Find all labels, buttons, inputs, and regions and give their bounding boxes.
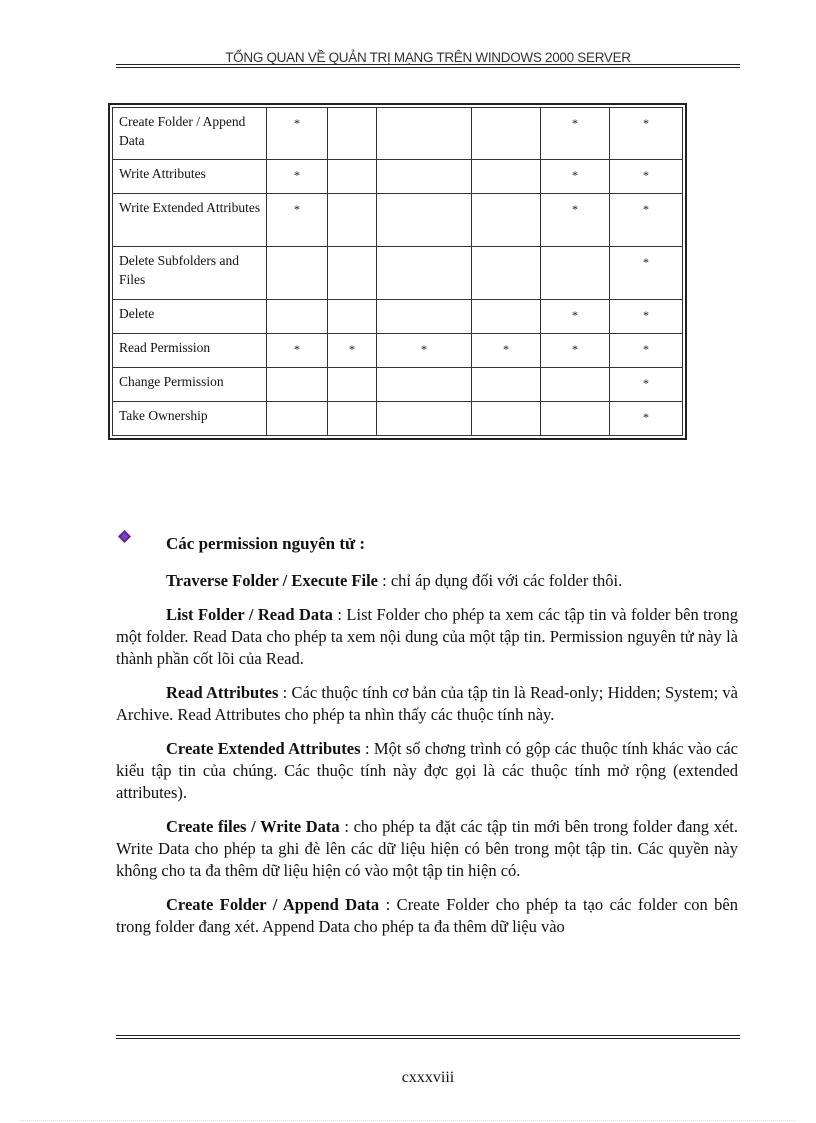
permission-mark-cell: * <box>541 334 610 368</box>
definition: : Các thuộc tính cơ bản của tập tin là Read-only; Hidden; System; và Archive. Read Attributes cho phép ta nhìn thấy các thuộc tính này. <box>116 683 738 724</box>
term: Create files / Write Data <box>166 817 340 836</box>
table-row <box>113 194 683 247</box>
permission-mark-cell <box>328 194 377 247</box>
permission-mark-cell <box>267 402 328 436</box>
permission-mark-cell: * <box>377 334 472 368</box>
permission-mark-cell <box>328 160 377 194</box>
permission-mark-cell <box>541 247 610 300</box>
permission-mark-cell <box>541 368 610 402</box>
term: Create Extended Attributes <box>166 739 361 758</box>
permission-mark-cell: * <box>267 194 328 247</box>
footer-rule <box>116 1035 740 1039</box>
permission-mark-cell <box>328 108 377 160</box>
permission-table <box>112 107 683 436</box>
row-label: Write Attributes <box>113 160 267 194</box>
permission-mark-cell <box>472 300 541 334</box>
definition-paragraph <box>116 816 738 882</box>
permission-mark-cell <box>472 160 541 194</box>
definition-paragraph <box>116 570 738 592</box>
table-row <box>113 368 683 402</box>
permission-mark-cell: * <box>610 247 683 300</box>
definition-paragraph <box>116 604 738 670</box>
page-number: cxxxviii <box>401 1069 455 1086</box>
row-label: Delete <box>113 300 267 334</box>
body-text <box>116 570 738 950</box>
permission-mark-cell <box>472 368 541 402</box>
table-row <box>113 160 683 194</box>
row-label: Write Extended Attributes <box>113 194 267 247</box>
table-row <box>113 334 683 368</box>
row-label: Create Folder / Append Data <box>113 108 267 160</box>
definition: : List Folder cho phép ta xem các tập tin và folder bên trong một folder. Read Data cho phép ta xem nội dung của một tập tin. Permission nguyên tử này là thành phần cốt lõi của Read. <box>116 605 738 668</box>
permission-mark-cell <box>377 368 472 402</box>
page-edge <box>20 1120 796 1121</box>
permission-mark-cell <box>328 300 377 334</box>
definition: : Một số chơng trình có gộp các thuộc tính khác vào các kiểu tập tin của chúng. Các thuộc tính này đợc gọi là các thuộc tính mở rộng (extended attributes). <box>116 739 738 802</box>
permission-table-frame <box>108 103 687 440</box>
definition-paragraph <box>116 682 738 726</box>
row-label: Change Permission <box>113 368 267 402</box>
term: Read Attributes <box>166 683 279 702</box>
permission-mark-cell: * <box>610 108 683 160</box>
definition: : chỉ áp dụng đối với các folder thôi. <box>378 571 623 590</box>
permission-mark-cell: * <box>472 334 541 368</box>
permission-mark-cell: * <box>541 108 610 160</box>
permission-mark-cell <box>541 402 610 436</box>
permission-mark-cell: * <box>610 368 683 402</box>
term: Create Folder / Append Data <box>166 895 380 914</box>
definition: : Create Folder cho phép ta tạo các folder con bên trong folder đang xét. Append Data cho phép ta đa thêm dữ liệu vào <box>116 895 738 936</box>
permission-mark-cell: * <box>610 334 683 368</box>
definition: : cho phép ta đặt các tập tin mới bên trong folder đang xét. Write Data cho phép ta ghi đè lên các dữ liệu hiện có bên trong một tập tin. Các quyền này không cho ta đa thêm dữ liệu hiện có vào một tập tin hiện có. <box>116 817 738 880</box>
permission-mark-cell: * <box>610 402 683 436</box>
permission-mark-cell <box>377 300 472 334</box>
permission-mark-cell: * <box>610 300 683 334</box>
permission-mark-cell: * <box>541 160 610 194</box>
diamond-bullet-icon <box>118 530 131 543</box>
row-label: Take Ownership <box>113 402 267 436</box>
permission-mark-cell: * <box>541 194 610 247</box>
permission-mark-cell: * <box>610 160 683 194</box>
permission-mark-cell <box>377 108 472 160</box>
definition-paragraph <box>116 738 738 804</box>
permission-mark-cell: * <box>541 300 610 334</box>
term: List Folder / Read Data <box>166 605 333 624</box>
permission-mark-cell <box>377 194 472 247</box>
permission-mark-cell: * <box>267 334 328 368</box>
permission-mark-cell: * <box>610 194 683 247</box>
table-row <box>113 300 683 334</box>
header-rule <box>116 64 740 68</box>
section-title: Các permission nguyên tử : <box>166 534 366 553</box>
permission-mark-cell <box>377 160 472 194</box>
permission-mark-cell <box>267 300 328 334</box>
running-header: TỔNG QUAN VỀ QUẢN TRỊ MẠNG TRÊN WINDOWS 2000 SERVER <box>225 50 631 65</box>
permission-mark-cell <box>267 247 328 300</box>
permission-mark-cell <box>328 402 377 436</box>
permission-mark-cell: * <box>267 160 328 194</box>
permission-mark-cell <box>472 402 541 436</box>
table-row <box>113 402 683 436</box>
permission-mark-cell <box>328 368 377 402</box>
permission-mark-cell <box>377 402 472 436</box>
permission-mark-cell <box>267 368 328 402</box>
permission-mark-cell <box>472 194 541 247</box>
permission-mark-cell <box>377 247 472 300</box>
permission-mark-cell <box>472 247 541 300</box>
permission-mark-cell: * <box>267 108 328 160</box>
permission-mark-cell <box>472 108 541 160</box>
permission-mark-cell <box>328 247 377 300</box>
row-label: Read Permission <box>113 334 267 368</box>
permission-mark-cell: * <box>328 334 377 368</box>
table-row <box>113 108 683 160</box>
term: Traverse Folder / Execute File <box>166 571 378 590</box>
table-row <box>113 247 683 300</box>
row-label: Delete Subfolders and Files <box>113 247 267 300</box>
definition-paragraph <box>116 894 738 938</box>
